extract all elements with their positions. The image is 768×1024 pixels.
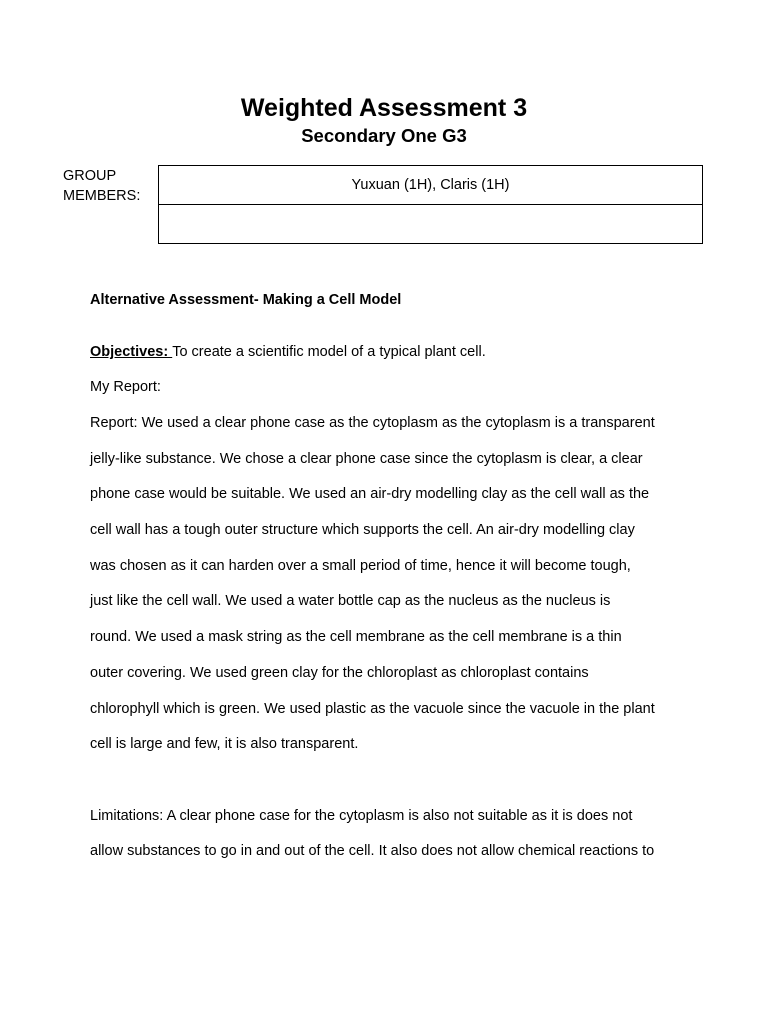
members-row: [159, 166, 703, 205]
objectives-paragraph: [90, 342, 486, 362]
page-subtitle: Secondary One G3: [301, 125, 467, 146]
text-line: cell is large and few, it is also transparent.: [90, 736, 359, 753]
text-line: jelly-like substance. We chose a clear phone case since the cytoplasm is clear, a clear: [90, 450, 643, 467]
section-heading: Alternative Assessment- Making a Cell Model: [90, 292, 402, 308]
text-line: was chosen as it can harden over a small period of time, hence it will become tough,: [90, 557, 631, 574]
text-line: round. We used a mask string as the cell membrane as the cell membrane is a thin: [90, 629, 622, 646]
text-line: Limitations: A clear phone case for the cytoplasm is also not suitable as it is does not: [90, 807, 633, 824]
objectives-text: To create a scientific model of a typical plant cell.: [172, 344, 486, 360]
group-label-line1: GROUP: [63, 168, 117, 184]
report-body: [90, 413, 730, 877]
members-row: [159, 205, 703, 244]
members-cell-empty: [159, 205, 703, 244]
group-label-line2: MEMBERS:: [63, 188, 141, 204]
report-heading: My Report:: [90, 379, 161, 395]
members-cell: Yuxuan (1H), Claris (1H): [159, 166, 703, 205]
text-line: Report: We used a clear phone case as the cytoplasm as the cytoplasm is a transparent: [90, 415, 655, 431]
text-line: just like the cell wall. We used a water bottle cap as the nucleus as the nucleus is: [90, 593, 611, 610]
text-line: outer covering. We used green clay for the chloroplast as chloroplast contains: [90, 664, 589, 681]
text-line: cell wall has a tough outer structure which supports the cell. An air-dry modelling clay: [90, 522, 635, 539]
text-line: allow substances to go in and out of the cell. It also does not allow chemical reactions to: [90, 843, 655, 860]
text-line: chlorophyll which is green. We used plastic as the vacuole since the vacuole in the plant: [90, 700, 655, 717]
page-title: Weighted Assessment 3: [240, 94, 528, 122]
group-members-label: [63, 166, 140, 206]
objectives-label: Objectives:: [90, 344, 173, 360]
blank-line: [90, 770, 730, 806]
group-members-table: [158, 165, 703, 244]
text-line: phone case would be suitable. We used an air-dry modelling clay as the cell wall as the: [90, 486, 650, 503]
